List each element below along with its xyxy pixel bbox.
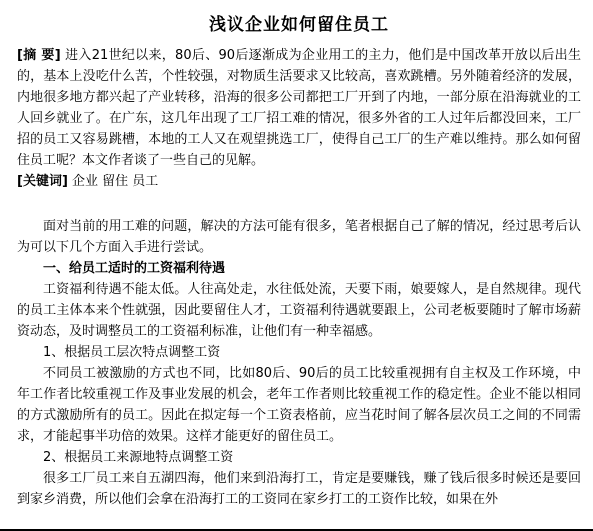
abstract-label: [摘 要]: [17, 48, 61, 63]
keywords-line: [17, 171, 581, 192]
keywords-text: 企业 留住 员工: [67, 174, 159, 189]
subsection2-paragraph: 很多工厂员工来自五湖四海，他们来到沿海打工，肯定是要赚钱，赚了钱后很多时候还是要回到家乡消费，所以他们会拿在沿海打工的工资同在家乡打工的工资作比较，如果在外: [17, 471, 581, 507]
intro-paragraph: 面对当前的用工难的问题，解决的方法可能有很多，笔者根据自己了解的情况，经过思考后认为可以下几个方面入手进行尝试。: [17, 219, 581, 255]
section1-heading: 一、给员工适时的工资福利待遇: [43, 261, 226, 276]
subsection1-paragraph: 不同员工被激励的方式也不同，比如80后、90后的员工比较重视拥有自主权及工作环境，中年工作者比较重视工作及事业发展的机会，老年工作者则比较重视工作的稳定性。企业不能以相同的方式激励所有的员工。因此在拟定每一个工资表格前，应当花时间了解各层次员工之间的不同需求，才能起事半功倍的效果。这样才能更好的留住员工。: [17, 366, 581, 444]
section1-paragraph: 工资福利待遇不能太低。人往高处走，水往低处流，天要下雨，娘要嫁人，是自然规律。现代的员工主体本来个性就强，因此要留住人才，工资福利待遇就要跟上，公司老板要随时了解市场薪资动态，及时调整员工的工资福利标准，让他们有一种幸福感。: [17, 282, 581, 339]
section-spacer: [17, 192, 581, 216]
keywords-label: [关键词]: [17, 174, 68, 189]
abstract-text: 进入21世纪以来，80后、90后逐渐成为企业用工的主力，他们是中国改革开放以后出生的，基本上没吃什么苦，个性较强，对物质生活要求又比较高，喜欢跳槽。另外随着经济的发展，内地很多地方都兴起了产业转移，沿海的很多公司都把工厂开到了内地，一部分原在沿海就业的工人回乡就业了。在广东，这几年出现了工厂招工难的情况，很多外省的工人过年后都没回来，工厂招的员工又容易跳槽，本地的工人又在观望挑选工厂，使得自己工厂的生产难以维持。那么如何留住员工呢？本文作者谈了一些自己的见解。: [17, 48, 581, 168]
document-title: 浅议企业如何留住员工: [209, 15, 389, 35]
abstract-paragraph: [17, 45, 581, 171]
subsection2-heading: 2、根据员工来源地特点调整工资: [43, 450, 234, 465]
subsection1-heading: 1、根据员工层次特点调整工资: [43, 345, 221, 360]
